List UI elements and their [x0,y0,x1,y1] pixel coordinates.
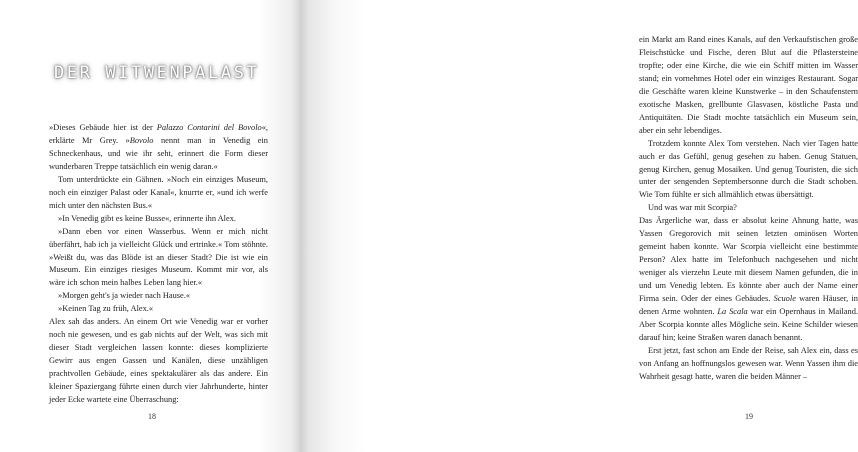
italic-text: La Scala [717,307,748,317]
page-number-left: 18 [148,412,156,421]
text-segment: «, erklärte Mr Grey. » [49,123,268,145]
text-segment: ein Markt am Rand eines Kanals, auf den Verkaufstischen große Fleischstücke und Fische, deren Blut auf die Pflastersteine tropfte; oder eine Kirche, die wie ein Schiff mitten im Wasser stand; ein vornehmes Hotel oder ein winziges Restaurant. Sogar die Geschäfte waren kleine Kunstwerke – in den Schaufenstern exotische Masken, grellbunte Glasvasen, köstliche Pasta und Antiquitäten. Die Stadt mochte tatsächlich ein Museum sein, aber ein sehr lebendiges. [639,35,858,135]
left-page [0,0,300,452]
paragraph [639,202,858,215]
paragraph [49,316,268,407]
paragraph [49,226,268,291]
right-body-text [639,34,858,384]
italic-text: Palazzo Contarini del Bovolo [156,123,262,132]
text-segment: nennt man in Venedig ein Schneckenhaus, und wie ihr seht, erinnert die Form dieser wunderbaren Treppe tatsächlich ein wenig daran.« [49,135,268,171]
paragraph [639,138,858,203]
paragraph [49,213,268,226]
paragraph [639,34,858,138]
text-segment: waren Häuser, in denen Arme wohnten. [639,294,858,317]
text-segment: Alex sah das anders. An einem Ort wie Venedig war er vorher noch nie gewesen, und es gab nichts auf der Welt, was sich mit dieser Stadt vergleichen lassen konnte: dieses komplizierte Gewirr aus engen Gassen und Kanälen, diese unzähligen prachtvollen Gebäude, eines spektakulärer als das andere. Ein kleiner Spaziergang führte einen durch vier Jahrhunderte, hinter jeder Ecke wartete eine Überraschung: [49,317,268,405]
page-number-right: 19 [745,412,753,421]
paragraph [49,122,268,174]
text-segment: Tom unterdrückte ein Gähnen. »Noch ein einziges Museum, noch ein einziger Palast oder Kanal«, knurrte er, »und ich werfe mich unter den nächsten Bus.« [49,174,268,210]
italic-text: Scuole [773,294,796,304]
paragraph [639,345,858,384]
text-segment: Das Ärgerliche war, dass er absolut keine Ahnung hatte, was Yassen Gregorovich mit seinen letzten ominösen Worten gemeint haben konnte. War Scorpia vielleicht eine bestimmte Person? Alex hatte im Telefonbuch nachgesehen und nicht weniger als vierzehn Leute mit diesem Namen gefunden, die in und um Venedig lebten. Es könnte aber auch der Name einer Firma sein. Oder der eines Gebäudes. [639,216,858,304]
text-segment: Trotzdem konnte Alex Tom verstehen. Nach vier Tagen hatte auch er das Gefühl, genug gesehen zu haben. Genug Statuen, genug Kirchen, genug Mosaiken. Und genug Touristen, die sich unter der sengenden Septembersonne durch die Stadt schoben. Wie Tom fühlte er sich allmählich etwas übersättigt. [639,138,858,200]
text-segment: »Morgen geht's ja wieder nach Hause.« [58,291,191,301]
chapter-title: DER WITWENPALAST [54,63,260,83]
text-segment: Erst jetzt, fast schon am Ende der Reise, sah Alex ein, dass es von Anfang an hoffnungslos gewesen war. Wenn Yassen ihm die Wahrheit gesagt hatte, waren die beiden Männer – [639,345,858,381]
text-segment: war ein Opernhaus in Mailand. Aber Scorpia konnte alles Mögliche sein. Keine Schilder wiesen darauf hin; keine Straßen waren danach benannt. [639,307,858,342]
text-segment: »In Venedig gibt es keine Busse«, erinnerte ihn Alex. [58,213,237,223]
text-segment: »Dieses Gebäude hier ist der [49,123,157,132]
right-page [300,0,858,452]
text-segment: »Dann eben vor einen Wasserbus. Wenn er mich nicht überfährt, hab ich ja vielleicht Glück und ertrinke.« Tom stöhnte. »Weißt du, was das Blöde ist an dieser Stadt? Die ist wie ein Museum. Ein einziges riesiges Museum. Kommt mir vor, als wäre ich schon mein halbes Leben lang hier.« [49,226,268,288]
paragraph [49,290,268,303]
paragraph [49,174,268,213]
paragraph [49,303,268,316]
text-segment: »Keinen Tag zu früh, Alex.« [58,304,154,314]
paragraph [639,215,858,345]
italic-text: Bovolo [129,135,154,145]
text-segment: Und was war mit Scorpia? [648,203,737,213]
left-body-text [49,122,268,407]
